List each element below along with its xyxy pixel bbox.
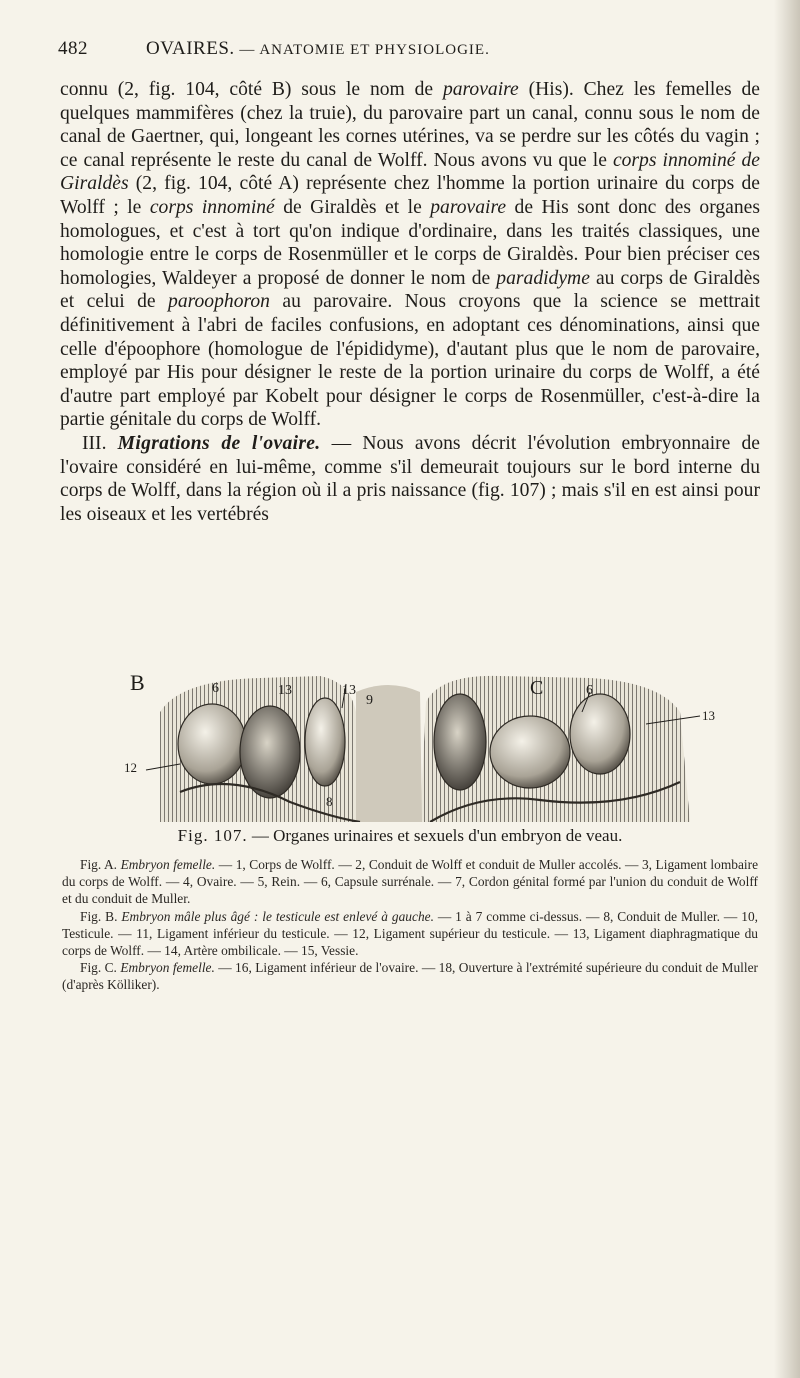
italic-term: corps innominé de Giraldès	[60, 149, 760, 195]
legend-label: Fig. B.	[80, 908, 122, 924]
figure-label-b: B	[130, 672, 145, 695]
figure-label-12: 12	[124, 760, 137, 775]
legend-entry-b	[62, 908, 758, 960]
section-heading: Migrations de l'ovaire.	[117, 432, 321, 454]
figure-label-6: 6	[586, 683, 593, 698]
kidney-organ	[305, 698, 345, 786]
running-title	[146, 38, 490, 60]
anatomical-illustration	[120, 672, 720, 822]
figure-label-13: 13	[278, 683, 292, 698]
figure-label-c: C	[530, 677, 544, 699]
wolffian-body	[240, 706, 300, 798]
text-run: de Giraldès et le	[274, 196, 431, 218]
legend-title: Embryon mâle plus âgé : le testicule est enlevé à gauche.	[121, 908, 434, 924]
paragraph-migrations	[60, 432, 760, 526]
legend-label: Fig. C.	[80, 960, 121, 976]
text-run: (His). Chez les femelles de quelques mammifères (chez la truie), du parovaire part un canal, connu sous le nom de canal de Gaertner, qui, longeant les cornes utérines, va se perdre sur les côtés du vagin ; ce canal représente le reste du canal de Wolff. Nous avons vu que le	[60, 79, 760, 171]
wolffian-body	[434, 694, 486, 790]
figure-label-8: 8	[326, 794, 333, 809]
figure-label-9: 9	[366, 693, 373, 708]
legend-text: — 1 à 7 comme ci-dessus. — 8, Conduit de Muller. — 10, Testicule. — 11, Ligament inférieur du testicule. — 12, Ligament supérieur du testicule. — 13, Ligament diaphragmatique du corps de Wolff. — 14, Artère ombilicale. — 15, Vessie.	[62, 908, 758, 959]
ovary-organ	[490, 716, 570, 788]
italic-term: parovaire	[442, 79, 519, 100]
italic-term: paradidyme	[496, 267, 590, 289]
text-run: de His sont donc des organes homologues, et c'est à tort qu'on indique d'ordinaire, dans les traités classiques, une homologie entre le corps de Rosenmüller et le corps de Giraldès. Pour bien préciser ces homologies, Waldeyer a proposé de donner le nom de	[60, 196, 760, 289]
paragraph-homologies	[60, 78, 760, 432]
figure-label-13: 13	[342, 683, 356, 698]
legend-text: — 1, Corps de Wolff. — 2, Conduit de Wolff et conduit de Muller accolés. — 3, Ligament lombaire du corps de Wolff. — 4, Ovaire. — 5, Rein. — 6, Capsule surrénale. — 7, Cordon génital formé par l'union du conduit de Wolff et du conduit de Muller.	[62, 857, 759, 907]
running-head	[58, 38, 748, 68]
legend-label: Fig. A.	[80, 857, 121, 872]
text-run: — Nous avons décrit l'évolution embryonnaire de l'ovaire considéré en lui-même, comme s'il demeurait toujours sur le bord interne du corps de Wolff, dans la région où il a pris naissance (fig. 107) ; mais s'il en est ainsi pour les oiseaux et les vertébrés	[60, 432, 760, 525]
italic-term: parovaire	[430, 196, 507, 218]
text-run: au corps de Giraldès et celui de	[60, 267, 760, 313]
page-edge-shadow	[774, 0, 800, 1378]
figure-label-13: 13	[702, 708, 715, 723]
text-run: connu (2, fig. 104, côté B) sous le nom de	[60, 79, 443, 100]
running-title-main: OVAIRES.	[146, 38, 235, 59]
kidney-organ	[570, 694, 630, 774]
figure-caption	[0, 826, 800, 846]
legend-entry-a	[62, 856, 758, 908]
legend-title: Embryon femelle.	[120, 857, 216, 872]
body-text	[60, 78, 760, 526]
text-run: au parovaire. Nous croyons que la science se mettrait définitivement à l'abri de faciles confusions, en adoptant ces dénominations, ainsi que celle d'époophore (homologue de l'épididyme), d'autant plus que le nom de parovaire, employé par His pour désigner le reste de la portion urinaire du corps de Wolff, a été d'autre part employé par Kobelt pour désigner le corps de Rosenmüller, c'est-à-dire la partie génitale du corps de Wolff.	[60, 291, 760, 431]
text-run: (2, fig. 104, côté A) représente chez l'homme la portion urinaire du corps de Wolff ; le	[60, 173, 760, 218]
italic-term: corps innominé	[149, 196, 275, 218]
legend-entry-c	[62, 959, 758, 993]
figure-number: Fig. 107.	[177, 826, 248, 845]
section-number: III.	[82, 432, 118, 454]
italic-term: paroophoron	[168, 291, 270, 313]
page-number: 482	[58, 38, 88, 59]
testis-organ	[178, 704, 246, 784]
figure-label-6: 6	[212, 681, 219, 696]
figure-legend	[62, 856, 758, 994]
figure-caption-text: — Organes urinaires et sexuels d'un embryon de veau.	[247, 826, 623, 845]
legend-title: Embryon femelle.	[120, 960, 215, 976]
legend-text: — 16, Ligament inférieur de l'ovaire. — 18, Ouverture à l'extrémité supérieure du conduit de Muller (d'après Kölliker).	[62, 960, 759, 993]
running-title-rest: — ANATOMIE ET PHYSIOLOGIE.	[234, 42, 490, 58]
figure-107	[120, 672, 720, 822]
